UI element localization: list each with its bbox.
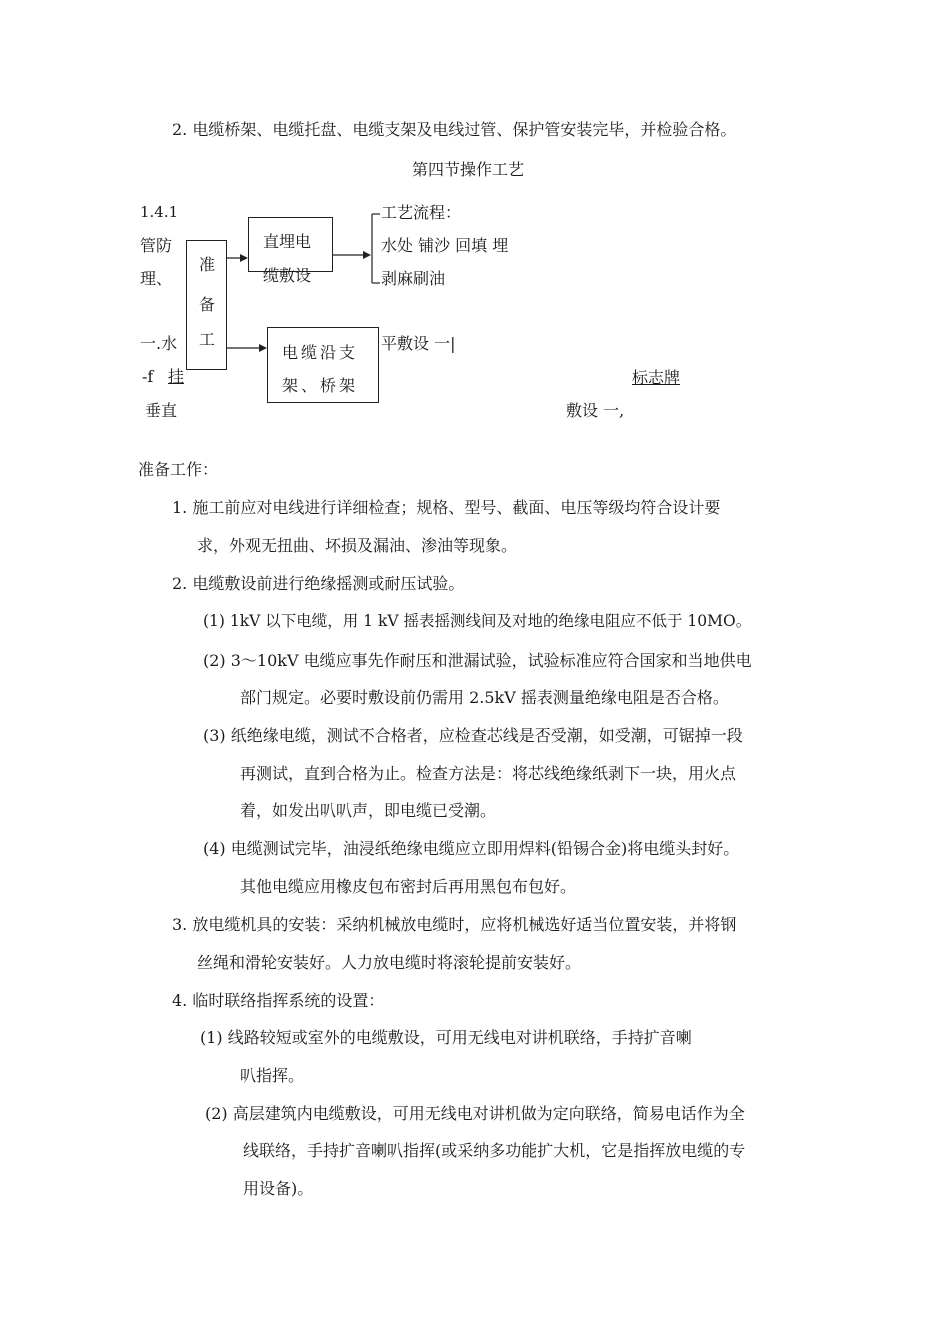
item-1-line-1: 1. 施工前应对电线进行详细检查；规格、型号、截面、电压等级均符合设计要 — [172, 498, 721, 517]
arrowhead-bracket — [259, 344, 267, 352]
sub-item-6-line-2: 线联络，手持扩音喇叭指挥(或采纳多功能扩大机，它是指挥放电缆的专 — [243, 1141, 746, 1160]
sub-item-2-line-1: (2) 3〜10kV 电缆应事先作耐压和泄漏试验，试验标准应符合国家和当地供电 — [203, 651, 752, 670]
item-3-line-2: 丝绳和滑轮安装好。人力放电缆时将滚轮提前安装好。 — [197, 953, 582, 972]
sub-item-4-line-1: (4) 电缆测试完毕，油浸纸绝缘电缆应立即用焊料(铅锡合金)将电缆头封好。 — [203, 839, 740, 858]
flow-left-text-1: 管防 — [140, 236, 173, 255]
box-bracket-line-2: 架、桥架 — [282, 376, 359, 395]
prep-box-char-2: 备 — [199, 295, 216, 314]
sub-item-2-line-2: 部门规定。必要时敷设前仍需用 2.5kV 摇表测量绝缘电阻是否合格。 — [240, 688, 729, 707]
top-line: 2. 电缆桥架、电缆托盘、电缆支架及电线过管、保护管安装完毕，并检验合格。 — [172, 120, 737, 139]
sub-item-4-line-2: 其他电缆应用橡皮包布密封后再用黑包布包好。 — [240, 877, 577, 896]
item-4-line-1: 4. 临时联络指挥系统的设置： — [172, 991, 385, 1010]
prep-box-char-1: 准 — [199, 255, 216, 274]
section-title: 第四节操作工艺 — [412, 160, 525, 179]
sign-label: 标志牌 — [632, 368, 681, 387]
sub-item-5-line-1: (1) 线路较短或室外的电缆敷设，可用无线电对讲机联络，手持扩音喇 — [200, 1028, 692, 1047]
box-bracket-line-1: 电缆沿支 — [282, 343, 359, 362]
flow-left-text-5: 挂 — [168, 367, 185, 386]
process-label: 工艺流程： — [381, 203, 462, 222]
box-direct-line-1: 直埋电 — [263, 232, 312, 251]
lay-text: 敷设 一, — [566, 401, 625, 420]
sub-item-5-line-2: 叭指挥。 — [240, 1066, 305, 1085]
prep-box-char-3: 工 — [199, 330, 216, 349]
flow-right-line-2: 剥麻刷油 — [381, 269, 446, 288]
flow-right-line-1: 水处 铺沙 回填 埋 — [381, 236, 509, 255]
item-3-line-1: 3. 放电缆机具的安装：采纳机械放电缆时，应将机械选好适当位置安装，并将钢 — [172, 915, 737, 934]
prep-heading: 准备工作： — [138, 460, 219, 479]
flow-left-text-4: -f — [142, 367, 154, 386]
arrowhead-branch — [363, 251, 371, 259]
arrowhead-direct — [240, 254, 248, 262]
flow-left-text-6: 垂直 — [145, 401, 178, 420]
sub-item-3-line-2: 再测试，直到合格为止。检查方法是：将芯线绝缘纸剥下一块，用火点 — [240, 764, 737, 783]
flow-left-text-3: 一.水 — [140, 334, 178, 353]
flow-right-line-3: 平敷设 一| — [381, 334, 456, 353]
box-direct-line-2: 缆敷设 — [263, 266, 312, 285]
sub-item-1-line-1: (1) 1kV 以下电缆，用 1 kV 摇表摇测线间及对地的绝缘电阻应不低于 10MO。 — [203, 612, 752, 630]
section-number: 1.4.1 — [140, 203, 179, 221]
item-1-line-2: 求，外观无扭曲、坏损及漏油、渗油等现象。 — [197, 536, 518, 555]
flow-left-text-2: 理、 — [140, 269, 173, 288]
sub-item-6-line-3: 用设备)。 — [243, 1179, 314, 1198]
sub-item-3-line-1: (3) 纸绝缘电缆，测试不合格者，应检查芯线是否受潮，如受潮，可锯掉一段 — [203, 726, 743, 745]
sub-item-3-line-3: 着，如发出叭叭声，即电缆已受潮。 — [240, 801, 497, 820]
item-2-line-1: 2. 电缆敷设前进行绝缘摇测或耐压试验。 — [172, 574, 465, 593]
sub-item-6-line-1: (2) 高层建筑内电缆敷设，可用无线电对讲机做为定向联络，简易电话作为全 — [205, 1104, 745, 1123]
